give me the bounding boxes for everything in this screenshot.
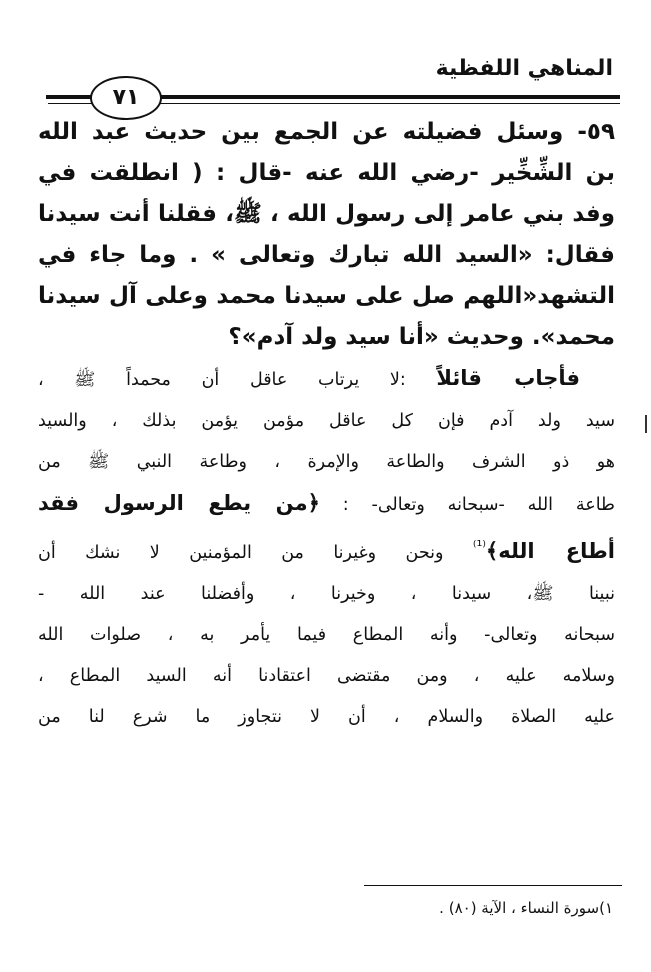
answer-lead: فأجاب قائلاً — [436, 366, 580, 390]
answer-line: سيد ولد آدم فإن كل عاقل مؤمن يؤمن بذلك ، والسيد — [38, 411, 615, 431]
answer-line — [38, 526, 615, 574]
question-line: وفد بني عامر إلى رسول الله ، ﷺ، فقلنا أنت سيدنا — [38, 201, 615, 227]
page-number: ٧١ — [90, 76, 162, 120]
question-line: التشهد«اللهم صل على سيدنا محمد وعلى آل سيدنا — [38, 283, 615, 309]
answer-line — [38, 358, 615, 401]
question-paragraph — [38, 112, 615, 358]
answer-text: :لا يرتاب عاقل أن محمداً ﷺ ، — [38, 370, 437, 390]
answer-line: وسلامه عليه ، ومن مقتضى اعتقادنا أنه السيد المطاع ، — [38, 665, 615, 686]
running-title: المناهي اللفظية — [435, 56, 613, 81]
body-text — [38, 112, 615, 738]
answer-paragraph — [38, 358, 615, 738]
quran-verse-end: أطاع الله﴾ — [485, 538, 615, 563]
question-line: محمد». وحديث «أنا سيد ولد آدم»؟ — [228, 324, 615, 350]
answer-line — [38, 483, 615, 526]
answer-text: ونحن وغيرنا من المؤمنين لا نشك أن — [38, 542, 473, 563]
question-line: فقال: «السيد الله تبارك وتعالى » . وما جاء في — [38, 242, 615, 268]
question-line: بن الشِّخِّير -رضي الله عنه -قال : ( انطلقت في — [38, 160, 615, 186]
answer-line: نبينا ﷺ، سيدنا ، وخيرنا ، وأفضلنا عند الله - — [38, 583, 615, 604]
question-line: ٥٩- وسئل فضيلته عن الجمع بين حديث عبد الله — [38, 119, 615, 145]
answer-line: عليه الصلاة والسلام ، أن لا نتجاوز ما شرع لنا من — [38, 706, 615, 727]
quran-verse-start: ﴿من يطع الرسول فقد — [38, 491, 320, 515]
footnote: ١)سورة النساء ، الآية (٨٠) . — [439, 899, 613, 917]
answer-line: هو ذو الشرف والطاعة والإمرة ، وطاعة النبي ﷺ من — [38, 452, 615, 472]
answer-text: طاعة الله -سبحانه وتعالى- : — [319, 495, 615, 515]
answer-line: سبحانه وتعالى- وأنه المطاع فيما يأمر به ، صلوات الله — [38, 624, 615, 645]
footnote-separator — [364, 885, 622, 886]
footnote-marker: ⁽¹⁾ — [472, 538, 486, 555]
page-edge-mark — [645, 415, 647, 433]
